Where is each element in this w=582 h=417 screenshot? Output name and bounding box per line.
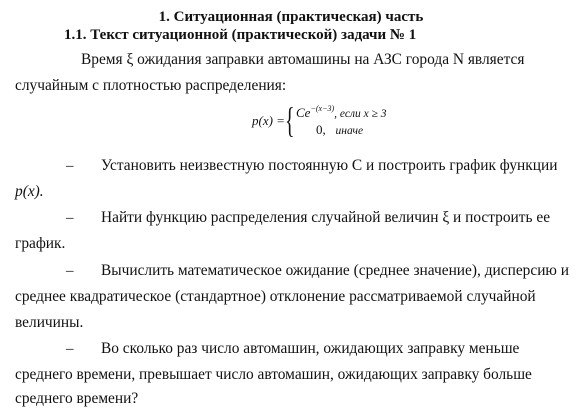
task-heading: 1.1. Текст ситуационной (практической) задачи № 1 bbox=[64, 27, 417, 43]
task-4-dash: – bbox=[66, 341, 74, 357]
task-3-line-2: среднее квадратическое (стандартное) отклонение рассматриваемой случайной bbox=[15, 288, 536, 305]
intro-line-1: Время ξ ожидания заправки автомашины на АЗС города N является bbox=[81, 51, 525, 68]
task-2-line-1: Найти функцию распределения случайной величин ξ и построить ее bbox=[101, 209, 551, 226]
task-4-line-3: среднего времени? bbox=[15, 390, 139, 407]
density-formula bbox=[252, 100, 432, 140]
section-heading: 1. Ситуационная (практическая) часть bbox=[158, 9, 424, 25]
formula-case-1-expr: Ce bbox=[296, 105, 311, 120]
task-2-dash: – bbox=[66, 210, 74, 226]
task-2-line-2: график. bbox=[15, 235, 66, 252]
formula-case-1 bbox=[296, 104, 387, 121]
formula-case-1-condition: , если x ≥ 3 bbox=[334, 108, 387, 120]
task-1-dash: – bbox=[66, 158, 74, 174]
task-3-dash: – bbox=[66, 263, 74, 279]
intro-line-2: случайным с плотностью распределения: bbox=[15, 77, 287, 94]
formula-lhs: p(x) = bbox=[252, 113, 285, 128]
task-3-line-1: Вычислить математическое ожидание (среднее значение), дисперсию и bbox=[101, 262, 570, 279]
formula-case-2 bbox=[316, 122, 363, 138]
task-3-line-3: величины. bbox=[15, 314, 84, 331]
formula-brace: { bbox=[285, 100, 295, 140]
formula-case-1-exponent: −(x−3) bbox=[310, 104, 335, 113]
task-4-line-1: Во сколько раз число автомашин, ожидающих заправку меньше bbox=[101, 340, 520, 357]
task-1-line-1: Установить неизвестную постоянную С и построить график функции bbox=[101, 157, 558, 174]
formula-case-2-expr: 0, bbox=[316, 122, 326, 137]
task-4-line-2: среднего времени, превышает число автомашин, ожидающих заправку больше bbox=[15, 366, 532, 383]
formula-case-2-condition: иначе bbox=[335, 125, 364, 137]
task-1-line-2: p(x). bbox=[15, 183, 44, 200]
